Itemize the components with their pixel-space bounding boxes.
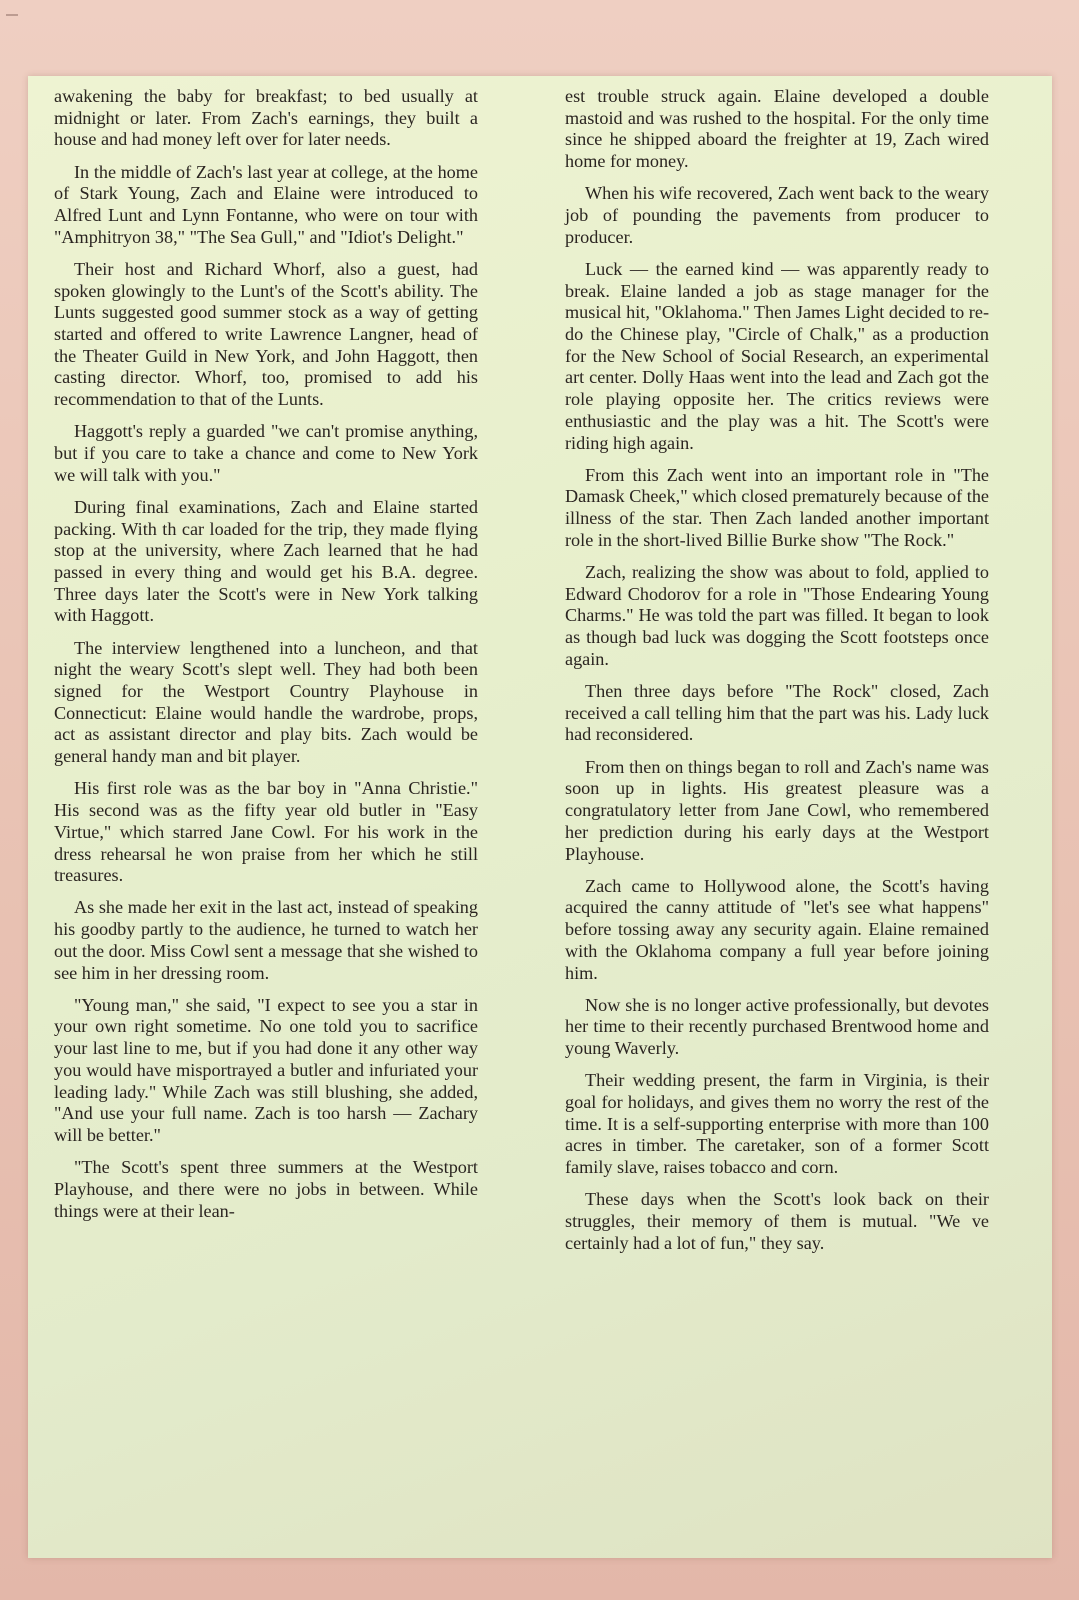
paragraph: Haggott's reply a guarded "we can't promise anything, but if you care to take a chance and come to New York we will talk with you." bbox=[54, 421, 478, 485]
paragraph: Their host and Richard Whorf, also a guest, had spoken glowingly to the Lunt's of the Scott's ability. The Lunts suggested good summer stock as a way of getting started and offered to write Lawrence Langner, head of the Theater Guild in New York, and John Haggott, then casting director. Whorf, too, promised to add his recommendation to that of the Lunts. bbox=[54, 258, 478, 410]
paragraph: When his wife recovered, Zach went back to the weary job of pounding the pavements from producer to producer. bbox=[565, 183, 989, 247]
right-column bbox=[565, 86, 989, 1265]
paragraph: From this Zach went into an important role in "The Damask Cheek," which closed prematurely because of the illness of the star. Then Zach landed another important role in the short-lived Billie Burke show "The Rock." bbox=[565, 464, 989, 550]
paragraph: Then three days before "The Rock" closed, Zach received a call telling him that the part was his. Lady luck had reconsidered. bbox=[565, 681, 989, 745]
paragraph: awakening the baby for breakfast; to bed usually at midnight or later. From Zach's earnings, they built a house and had money left over for later needs. bbox=[54, 86, 478, 150]
paragraph: Now she is no longer active professionally, but devotes her time to their recently purchased Brentwood home and young Waverly. bbox=[565, 994, 989, 1059]
paragraph: In the middle of Zach's last year at college, at the home of Stark Young, Zach and Elaine were introduced to Alfred Lunt and Lynn Fontanne, who were on tour with "Amphitryon 38," "The Sea Gull," and "Idiot's Delight." bbox=[54, 161, 478, 247]
left-column bbox=[54, 86, 478, 1233]
paragraph: From then on things began to roll and Zach's name was soon up in lights. His greatest pleasure was a congratulatory letter from Jane Cowl, who remembered her prediction during his early days at the Westport Playhouse. bbox=[565, 756, 989, 864]
paragraph: "Young man," she said, "I expect to see you a star in your own right sometime. No one told you to sacrifice your last line to me, but if you had done it any other way you would have misportrayed a butler and infuriated your leading lady." While Zach was still blushing, she added, "And use your full name. Zach is too harsh — Zachary will be better." bbox=[54, 994, 478, 1145]
paragraph: Zach came to Hollywood alone, the Scott's having acquired the canny attitude of "let's see what happens" before tossing away any security again. Elaine remained with the Oklahoma company a full year before joining him. bbox=[565, 875, 989, 983]
paragraph: Luck — the earned kind — was apparently ready to break. Elaine landed a job as stage manager for the musical hit, "Oklahoma." Then James Light decided to re-do the Chinese play, "Circle of Chalk," as a production for the New School of Social Research, an experimental art center. Dolly Haas went into the lead and Zach got the role playing opposite her. The critics reviews were enthusiastic and the play was a hit. The Scott's were riding high again. bbox=[565, 258, 989, 453]
paragraph: "The Scott's spent three summers at the Westport Playhouse, and there were no jobs in between. While things were at their lean- bbox=[54, 1157, 478, 1221]
paragraph: The interview lengthened into a luncheon, and that night the weary Scott's slept well. They had both been signed for the Westport Country Playhouse in Connecticut: Elaine would handle the wardrobe, props, act as assistant director and play bits. Zach would be general handy man and bit player. bbox=[54, 637, 478, 767]
paragraph: As she made her exit in the last act, instead of speaking his goodby partly to the audience, he turned to watch her out the door. Miss Cowl sent a message that she wished to see him in her dressing room. bbox=[54, 897, 478, 983]
paragraph: During final examinations, Zach and Elaine started packing. With th car loaded for the trip, they made flying stop at the university, where Zach learned that he had passed in every thing and would get his B.A. degree. Three days later the Scott's were in New York talking with Haggott. bbox=[54, 496, 478, 626]
paragraph: His first role was as the bar boy in "Anna Christie." His second was as the fifty year old butler in "Easy Virtue," which starred Jane Cowl. For his work in the dress rehearsal he won praise from her which he still treasures. bbox=[54, 778, 478, 886]
paragraph: Their wedding present, the farm in Virginia, is their goal for holidays, and gives them no worry the rest of the time. It is a self-supporting enterprise with more than 100 acres in timber. The caretaker, son of a former Scott family slave, raises tobacco and corn. bbox=[565, 1070, 989, 1178]
paragraph: est trouble struck again. Elaine developed a double mastoid and was rushed to the hospital. For the only time since he shipped aboard the freighter at 19, Zach wired home for money. bbox=[565, 86, 989, 172]
corner-mark bbox=[6, 14, 18, 16]
paragraph: These days when the Scott's look back on their struggles, their memory of them is mutual. "We ve certainly had a lot of fun," they say. bbox=[565, 1189, 989, 1253]
paragraph: Zach, realizing the show was about to fold, applied to Edward Chodorov for a role in "Those Endearing Young Charms." He was told the part was filled. It began to look as though bad luck was dogging the Scott footsteps once again. bbox=[565, 562, 989, 669]
